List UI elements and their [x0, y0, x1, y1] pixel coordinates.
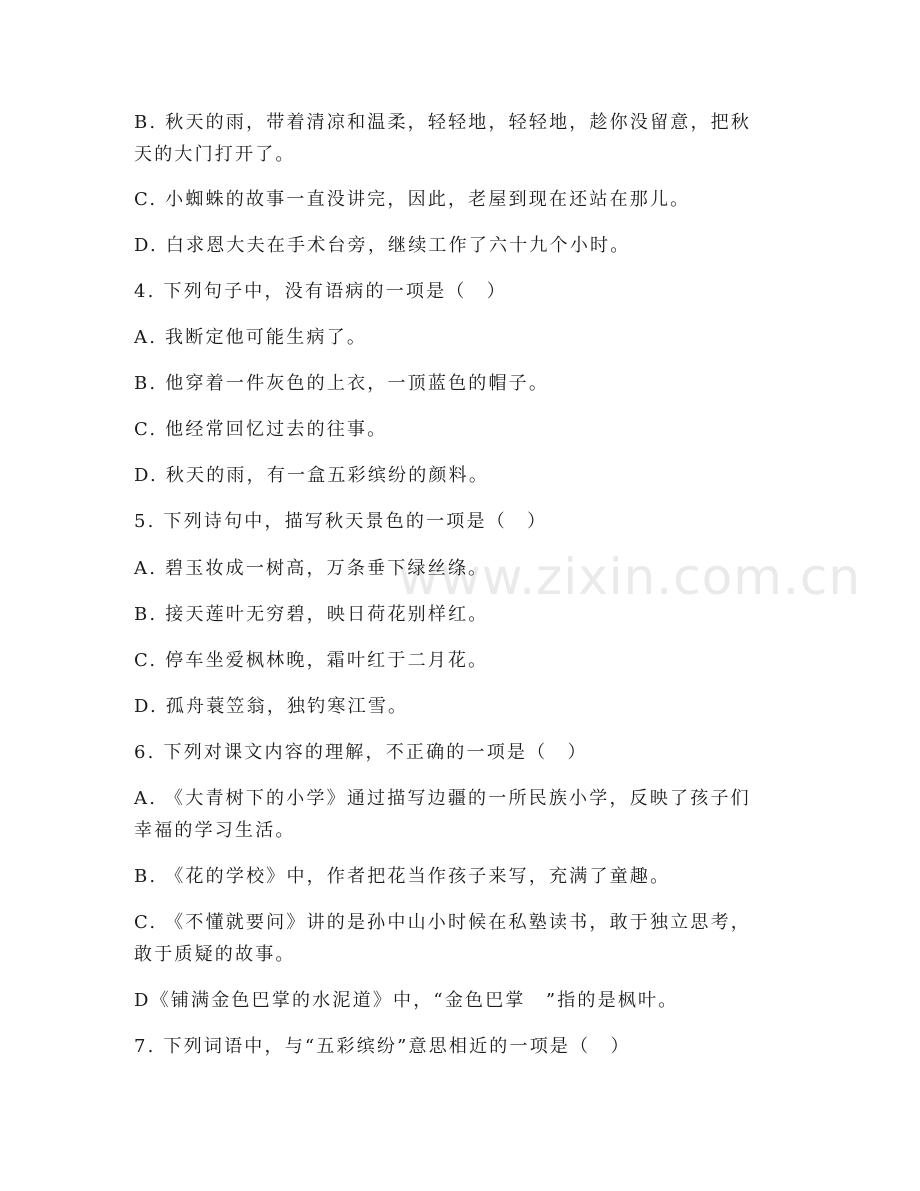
option-4c: C. 他经常回忆过去的往事。	[134, 419, 388, 440]
option-4b: B. 他穿着一件灰色的上衣，一顶蓝色的帽子。	[134, 373, 550, 394]
question-6: 6. 下列对课文内容的理解，不正确的一项是（ ）	[134, 742, 588, 763]
option-3b-line-2: 天的大门打开了。	[134, 144, 296, 165]
option-6c-line-1: C. 《不懂就要问》讲的是孙中山小时候在私塾读书，敢于独立思考，	[134, 912, 751, 933]
option-6a-line-2: 幸福的学习生活。	[134, 820, 296, 841]
question-5: 5. 下列诗句中，描写秋天景色的一项是（ ）	[134, 511, 548, 532]
option-3d: D. 白求恩大夫在手术台旁，继续工作了六十九个小时。	[134, 235, 631, 256]
option-5a: A. 碧玉妆成一树高，万条垂下绿丝绦。	[134, 558, 489, 579]
option-6c-line-2: 敢于质疑的故事。	[134, 944, 296, 965]
option-5b: B. 接天莲叶无穷碧，映日荷花别样红。	[134, 604, 489, 625]
option-5c: C. 停车坐爱枫林晚，霜叶红于二月花。	[134, 650, 489, 671]
option-4d: D. 秋天的雨，有一盒五彩缤纷的颜料。	[134, 465, 490, 486]
option-6b: B. 《花的学校》中，作者把花当作孩子来写，充满了童趣。	[134, 866, 671, 887]
watermark: www.zixin.com.cn	[398, 548, 862, 606]
option-6a-line-1: A. 《大青树下的小学》通过描写边疆的一所民族小学，反映了孩子们	[134, 788, 751, 809]
question-7: 7. 下列词语中，与“五彩缤纷”意思相近的一项是（ ）	[134, 1036, 631, 1057]
option-3b-line-1: B. 秋天的雨，带着清凉和温柔，轻轻地，轻轻地，趁你没留意，把秋	[134, 112, 752, 133]
option-5d: D. 孤舟蓑笠翁，独钓寒江雪。	[134, 696, 409, 717]
option-6d: D《铺满金色巴掌的水泥道》中，“金色巴掌 ”指的是枫叶。	[134, 990, 679, 1011]
option-3c: C. 小蜘蛛的故事一直没讲完，因此，老屋到现在还站在那儿。	[134, 189, 691, 210]
question-4: 4. 下列句子中，没有语病的一项是（ ）	[134, 281, 507, 302]
option-4a: A. 我断定他可能生病了。	[134, 327, 368, 348]
